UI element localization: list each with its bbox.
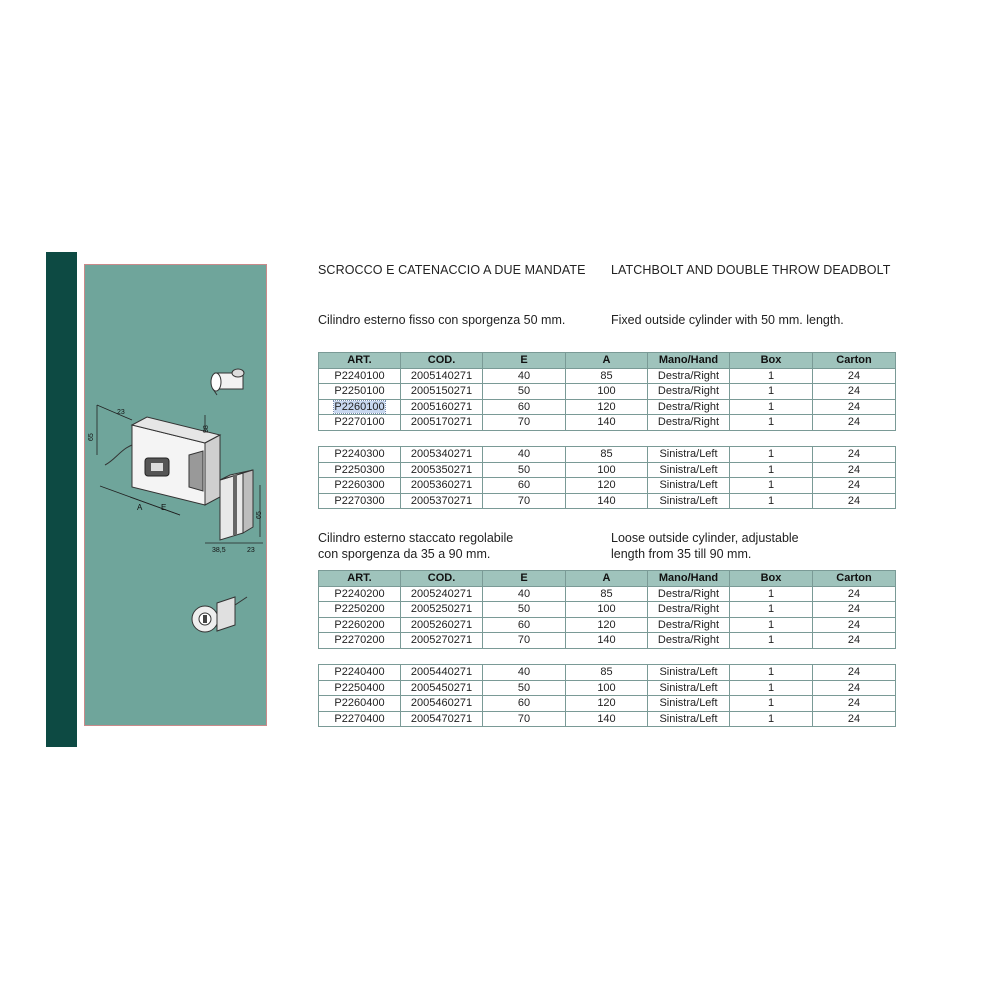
cell-text: 85	[600, 369, 613, 382]
table-cell[interactable]	[319, 478, 401, 494]
cell-text: 24	[847, 385, 861, 398]
table-row	[319, 368, 896, 384]
cell-text: P2250400	[334, 681, 385, 694]
cell-text: 40	[517, 666, 531, 679]
table-cell[interactable]	[401, 602, 483, 618]
table-row	[319, 399, 896, 415]
table-cell[interactable]	[648, 415, 730, 431]
column-header: A	[566, 353, 648, 369]
cell-text: Sinistra/Left	[659, 448, 718, 461]
cell-text: Sinistra/Left	[659, 712, 718, 725]
table-cell[interactable]	[401, 617, 483, 633]
dim-label-e: E	[161, 503, 167, 512]
table-cell[interactable]	[566, 680, 648, 696]
table-cell[interactable]	[483, 680, 566, 696]
cell-text: 40	[517, 448, 531, 461]
table-cell[interactable]	[648, 493, 730, 509]
dim-label-23b: 23	[247, 547, 255, 554]
table-cell[interactable]	[401, 384, 483, 400]
table-cell[interactable]	[730, 447, 813, 463]
table-cell[interactable]	[566, 586, 648, 602]
table-cell[interactable]	[319, 633, 401, 649]
table-cell[interactable]	[730, 384, 813, 400]
table-cell[interactable]	[648, 447, 730, 463]
table-cell[interactable]	[813, 462, 896, 478]
cell-text: 70	[517, 494, 531, 507]
table-row	[319, 447, 896, 463]
cell-text: Destra/Right	[657, 618, 720, 631]
table-row	[319, 462, 896, 478]
table-cell[interactable]	[483, 368, 566, 384]
table-header-row	[319, 353, 896, 369]
table-cell[interactable]	[813, 399, 896, 415]
table-row	[319, 493, 896, 509]
section2-desc-italian-line1: Cilindro esterno staccato regolabile	[318, 531, 514, 545]
cell-text: 2005350271	[410, 463, 473, 476]
dim-label-38: 38	[203, 425, 210, 433]
table-cell[interactable]	[483, 633, 566, 649]
table-cell[interactable]	[566, 617, 648, 633]
table-row	[319, 696, 896, 712]
table-header-row	[319, 571, 896, 587]
table-cell[interactable]	[319, 368, 401, 384]
cell-text: P2250200	[334, 603, 385, 616]
table-cell[interactable]	[483, 478, 566, 494]
table-cell[interactable]	[483, 399, 566, 415]
column-header: ART.	[319, 571, 401, 587]
column-header: Mano/Hand	[648, 353, 730, 369]
cell-text: 2005140271	[410, 369, 473, 382]
table-cell[interactable]	[319, 711, 401, 727]
table-cell[interactable]	[648, 633, 730, 649]
table-cell[interactable]	[401, 478, 483, 494]
section2-desc-english-line1: Loose outside cylinder, adjustable	[611, 531, 799, 545]
table-cell[interactable]	[730, 665, 813, 681]
cell-text: 24	[847, 666, 861, 679]
cell-text: Sinistra/Left	[659, 681, 718, 694]
table-cell[interactable]	[566, 696, 648, 712]
table-cell[interactable]	[730, 493, 813, 509]
cell-text: 40	[517, 369, 531, 382]
table-cell[interactable]	[730, 680, 813, 696]
dim-label-65b: 65	[256, 511, 263, 519]
table-cell[interactable]	[319, 384, 401, 400]
column-header: Box	[730, 353, 813, 369]
cell-text: 1	[767, 618, 775, 631]
cell-text: P2250300	[334, 463, 385, 476]
cell-text: 1	[767, 385, 775, 398]
keeper-drawing	[220, 470, 253, 540]
cell-text: Destra/Right	[657, 634, 720, 647]
table-cell[interactable]	[319, 415, 401, 431]
cell-text: 140	[597, 634, 616, 647]
cell-text: 1	[767, 634, 775, 647]
cell-text: 50	[517, 385, 531, 398]
column-header: A	[566, 571, 648, 587]
table-cell[interactable]	[730, 399, 813, 415]
table-cell[interactable]	[813, 680, 896, 696]
cell-text: 2005360271	[410, 479, 473, 492]
title-italian: SCROCCO E CATENACCIO A DUE MANDATE	[318, 263, 586, 277]
table-cell[interactable]	[730, 602, 813, 618]
cell-text: 50	[517, 603, 531, 616]
cell-text: 60	[517, 618, 531, 631]
cell-text: 2005250271	[410, 603, 473, 616]
cell-text: 24	[847, 448, 861, 461]
cell-text: 85	[600, 666, 613, 679]
cell-text: 60	[517, 697, 531, 710]
cell-text: P2260100	[334, 400, 385, 413]
table-cell[interactable]	[401, 399, 483, 415]
cell-text: P2240100	[334, 369, 385, 382]
section2-desc-english-line2: length from 35 till 90 mm.	[611, 547, 752, 561]
cell-text: 2005170271	[410, 416, 473, 429]
cell-text: 85	[600, 448, 613, 461]
cell-text: 2005440271	[410, 666, 473, 679]
dim-label-38-5: 38,5	[212, 547, 226, 554]
table-cell[interactable]	[319, 493, 401, 509]
cell-text: Sinistra/Left	[659, 666, 718, 679]
table-cell[interactable]	[401, 493, 483, 509]
cell-text: Sinistra/Left	[659, 463, 718, 476]
cell-text: 120	[597, 400, 616, 413]
table-cell[interactable]	[566, 415, 648, 431]
table-row	[319, 665, 896, 681]
cell-text: P2270200	[334, 634, 385, 647]
column-header: Mano/Hand	[648, 571, 730, 587]
cell-text: 1	[767, 448, 775, 461]
cell-text: 2005460271	[410, 697, 473, 710]
table-cell[interactable]	[813, 478, 896, 494]
table-cell[interactable]	[648, 368, 730, 384]
product-illustration-panel	[84, 264, 267, 726]
cell-text: 2005270271	[410, 634, 473, 647]
table-cell[interactable]	[813, 617, 896, 633]
table-cell[interactable]	[813, 384, 896, 400]
cell-text: 24	[847, 618, 861, 631]
table-row	[319, 586, 896, 602]
table-cell[interactable]	[319, 696, 401, 712]
spec-table-fixed-right	[318, 352, 896, 431]
table-cell[interactable]	[566, 478, 648, 494]
cell-text: P2240300	[334, 448, 385, 461]
table-cell[interactable]	[566, 384, 648, 400]
table-row	[319, 680, 896, 696]
cell-text: 2005470271	[410, 712, 473, 725]
cell-text: 2005260271	[410, 618, 473, 631]
cell-text: 24	[847, 603, 861, 616]
table-cell[interactable]	[319, 447, 401, 463]
table-cell[interactable]	[319, 665, 401, 681]
dim-label-a: A	[137, 503, 143, 512]
cell-text: 1	[767, 587, 775, 600]
cell-text: P2240400	[334, 666, 385, 679]
cell-text: 1	[767, 479, 775, 492]
table-cell[interactable]	[730, 696, 813, 712]
table-cell[interactable]	[401, 368, 483, 384]
side-accent-bar	[46, 252, 77, 747]
cell-text: 2005150271	[410, 385, 473, 398]
spec-table-loose-right	[318, 570, 896, 649]
cell-text: 50	[517, 463, 531, 476]
cell-text: P2240200	[334, 587, 385, 600]
table-cell[interactable]	[813, 711, 896, 727]
cell-text: 85	[600, 587, 613, 600]
section2-desc-italian-line2: con sporgenza da 35 a 90 mm.	[318, 547, 491, 561]
cell-text: P2270300	[334, 494, 385, 507]
table-cell[interactable]	[648, 696, 730, 712]
table-cell[interactable]	[566, 399, 648, 415]
round-cylinder-drawing	[192, 597, 247, 632]
cell-text: Destra/Right	[657, 400, 720, 413]
table-cell[interactable]	[648, 602, 730, 618]
table-cell[interactable]	[483, 447, 566, 463]
table-cell[interactable]	[813, 633, 896, 649]
table-cell[interactable]	[730, 368, 813, 384]
table-cell[interactable]	[730, 711, 813, 727]
cell-text: P2270100	[334, 416, 385, 429]
cell-text: P2270400	[334, 712, 385, 725]
table-cell[interactable]	[813, 665, 896, 681]
cell-text: 100	[597, 385, 616, 398]
table-cell[interactable]	[813, 493, 896, 509]
table-cell[interactable]	[401, 711, 483, 727]
table-cell[interactable]	[730, 586, 813, 602]
cell-text: Destra/Right	[657, 603, 720, 616]
table-cell[interactable]	[401, 586, 483, 602]
table-cell[interactable]	[648, 586, 730, 602]
table-cell[interactable]	[648, 462, 730, 478]
table-cell[interactable]	[648, 617, 730, 633]
cell-text: 2005160271	[410, 400, 473, 413]
cell-text: Sinistra/Left	[659, 697, 718, 710]
table-cell[interactable]	[813, 602, 896, 618]
table-row	[319, 384, 896, 400]
table-cell[interactable]	[730, 478, 813, 494]
table-cell[interactable]	[566, 462, 648, 478]
table-cell[interactable]	[566, 368, 648, 384]
cell-text: 1	[767, 494, 775, 507]
cell-text: 24	[847, 712, 861, 725]
cell-text: Destra/Right	[657, 587, 720, 600]
cell-text: Sinistra/Left	[659, 494, 718, 507]
spec-table-loose-left	[318, 664, 896, 727]
column-header: E	[483, 571, 566, 587]
cell-text: 120	[597, 618, 616, 631]
table-cell[interactable]	[483, 617, 566, 633]
column-header: ART.	[319, 353, 401, 369]
cell-text: 1	[767, 697, 775, 710]
section1-desc-english: Fixed outside cylinder with 50 mm. length.	[611, 313, 844, 327]
table-cell[interactable]	[319, 399, 401, 415]
table-cell[interactable]	[566, 493, 648, 509]
table-cell[interactable]	[566, 447, 648, 463]
column-header: Carton	[813, 353, 896, 369]
cell-text: 120	[597, 697, 616, 710]
cell-text: Destra/Right	[657, 369, 720, 382]
column-header: E	[483, 353, 566, 369]
table-cell[interactable]	[648, 680, 730, 696]
table-cell[interactable]	[401, 665, 483, 681]
cell-text: 24	[847, 587, 861, 600]
cell-text: 70	[517, 634, 531, 647]
table-cell[interactable]	[483, 665, 566, 681]
table-row	[319, 415, 896, 431]
cell-text: 1	[767, 369, 775, 382]
cell-text: 2005450271	[410, 681, 473, 694]
table-cell[interactable]	[401, 680, 483, 696]
section1-desc-italian: Cilindro esterno fisso con sporgenza 50 mm.	[318, 313, 566, 327]
cell-text: 70	[517, 416, 531, 429]
table-cell[interactable]	[319, 680, 401, 696]
table-cell[interactable]	[483, 711, 566, 727]
cell-text: 24	[847, 479, 861, 492]
table-cell[interactable]	[566, 665, 648, 681]
table-row	[319, 478, 896, 494]
cell-text: 70	[517, 712, 531, 725]
table-cell[interactable]	[813, 696, 896, 712]
table-cell[interactable]	[483, 586, 566, 602]
table-cell[interactable]	[730, 415, 813, 431]
table-cell[interactable]	[483, 384, 566, 400]
table-row	[319, 617, 896, 633]
cell-text: 24	[847, 463, 861, 476]
cell-text: 1	[767, 603, 775, 616]
cell-text: P2260400	[334, 697, 385, 710]
cell-text: 2005370271	[410, 494, 473, 507]
dim-label-23: 23	[117, 409, 125, 416]
cell-text: P2260200	[334, 618, 385, 631]
table-cell[interactable]	[730, 462, 813, 478]
cell-text: 24	[847, 369, 861, 382]
cell-text: 140	[597, 712, 616, 725]
table-row	[319, 711, 896, 727]
table-cell[interactable]	[483, 602, 566, 618]
cell-text: 100	[597, 463, 616, 476]
cell-text: 24	[847, 697, 861, 710]
cell-text: 24	[847, 681, 861, 694]
column-header: Carton	[813, 571, 896, 587]
table-cell[interactable]	[401, 447, 483, 463]
table-cell[interactable]	[648, 384, 730, 400]
cell-text: 120	[597, 479, 616, 492]
cell-text: 1	[767, 666, 775, 679]
table-cell[interactable]	[401, 696, 483, 712]
cell-text: 60	[517, 400, 531, 413]
table-cell[interactable]	[813, 586, 896, 602]
table-cell[interactable]	[483, 493, 566, 509]
column-header: Box	[730, 571, 813, 587]
table-cell[interactable]	[319, 602, 401, 618]
table-cell[interactable]	[319, 617, 401, 633]
dim-label-65: 65	[88, 433, 95, 441]
table-cell[interactable]	[483, 696, 566, 712]
table-cell[interactable]	[483, 462, 566, 478]
cell-text: 24	[847, 416, 861, 429]
cell-text: 60	[517, 479, 531, 492]
table-row	[319, 633, 896, 649]
cell-text: Destra/Right	[657, 416, 720, 429]
table-cell[interactable]	[483, 415, 566, 431]
cell-text: P2260300	[334, 479, 385, 492]
cell-text: 140	[597, 494, 616, 507]
table-row	[319, 602, 896, 618]
cell-text: 100	[597, 681, 616, 694]
cell-text: 1	[767, 416, 775, 429]
table-cell[interactable]	[319, 586, 401, 602]
table-cell[interactable]	[730, 633, 813, 649]
table-cell[interactable]	[648, 399, 730, 415]
spec-table-fixed-left	[318, 446, 896, 509]
cell-text: 24	[847, 494, 861, 507]
table-cell[interactable]	[648, 711, 730, 727]
title-english: LATCHBOLT AND DOUBLE THROW DEADBOLT	[611, 263, 891, 277]
cell-text: 2005240271	[410, 587, 473, 600]
cell-text: 140	[597, 416, 616, 429]
table-cell[interactable]	[648, 665, 730, 681]
cell-text: Destra/Right	[657, 385, 720, 398]
table-cell[interactable]	[813, 368, 896, 384]
table-cell[interactable]	[401, 633, 483, 649]
cell-text: 40	[517, 587, 531, 600]
cell-text: 1	[767, 400, 775, 413]
lock-drawing	[85, 265, 268, 727]
cell-text: Sinistra/Left	[659, 479, 718, 492]
cell-text: 24	[847, 634, 861, 647]
cell-text: 50	[517, 681, 531, 694]
cell-text: 24	[847, 400, 861, 413]
column-header: COD.	[401, 571, 483, 587]
table-cell[interactable]	[730, 617, 813, 633]
cell-text: P2250100	[334, 385, 385, 398]
table-cell[interactable]	[566, 633, 648, 649]
table-cell[interactable]	[566, 711, 648, 727]
table-cell[interactable]	[566, 602, 648, 618]
cell-text: 2005340271	[410, 448, 473, 461]
cell-text: 1	[767, 463, 775, 476]
cell-text: 1	[767, 681, 775, 694]
column-header: COD.	[401, 353, 483, 369]
table-cell[interactable]	[648, 478, 730, 494]
cell-text: 1	[767, 712, 775, 725]
cell-text: 100	[597, 603, 616, 616]
table-cell[interactable]	[813, 447, 896, 463]
table-cell[interactable]	[401, 462, 483, 478]
table-cell[interactable]	[813, 415, 896, 431]
cylinder-drawing	[211, 369, 244, 395]
table-cell[interactable]	[401, 415, 483, 431]
table-cell[interactable]	[319, 462, 401, 478]
